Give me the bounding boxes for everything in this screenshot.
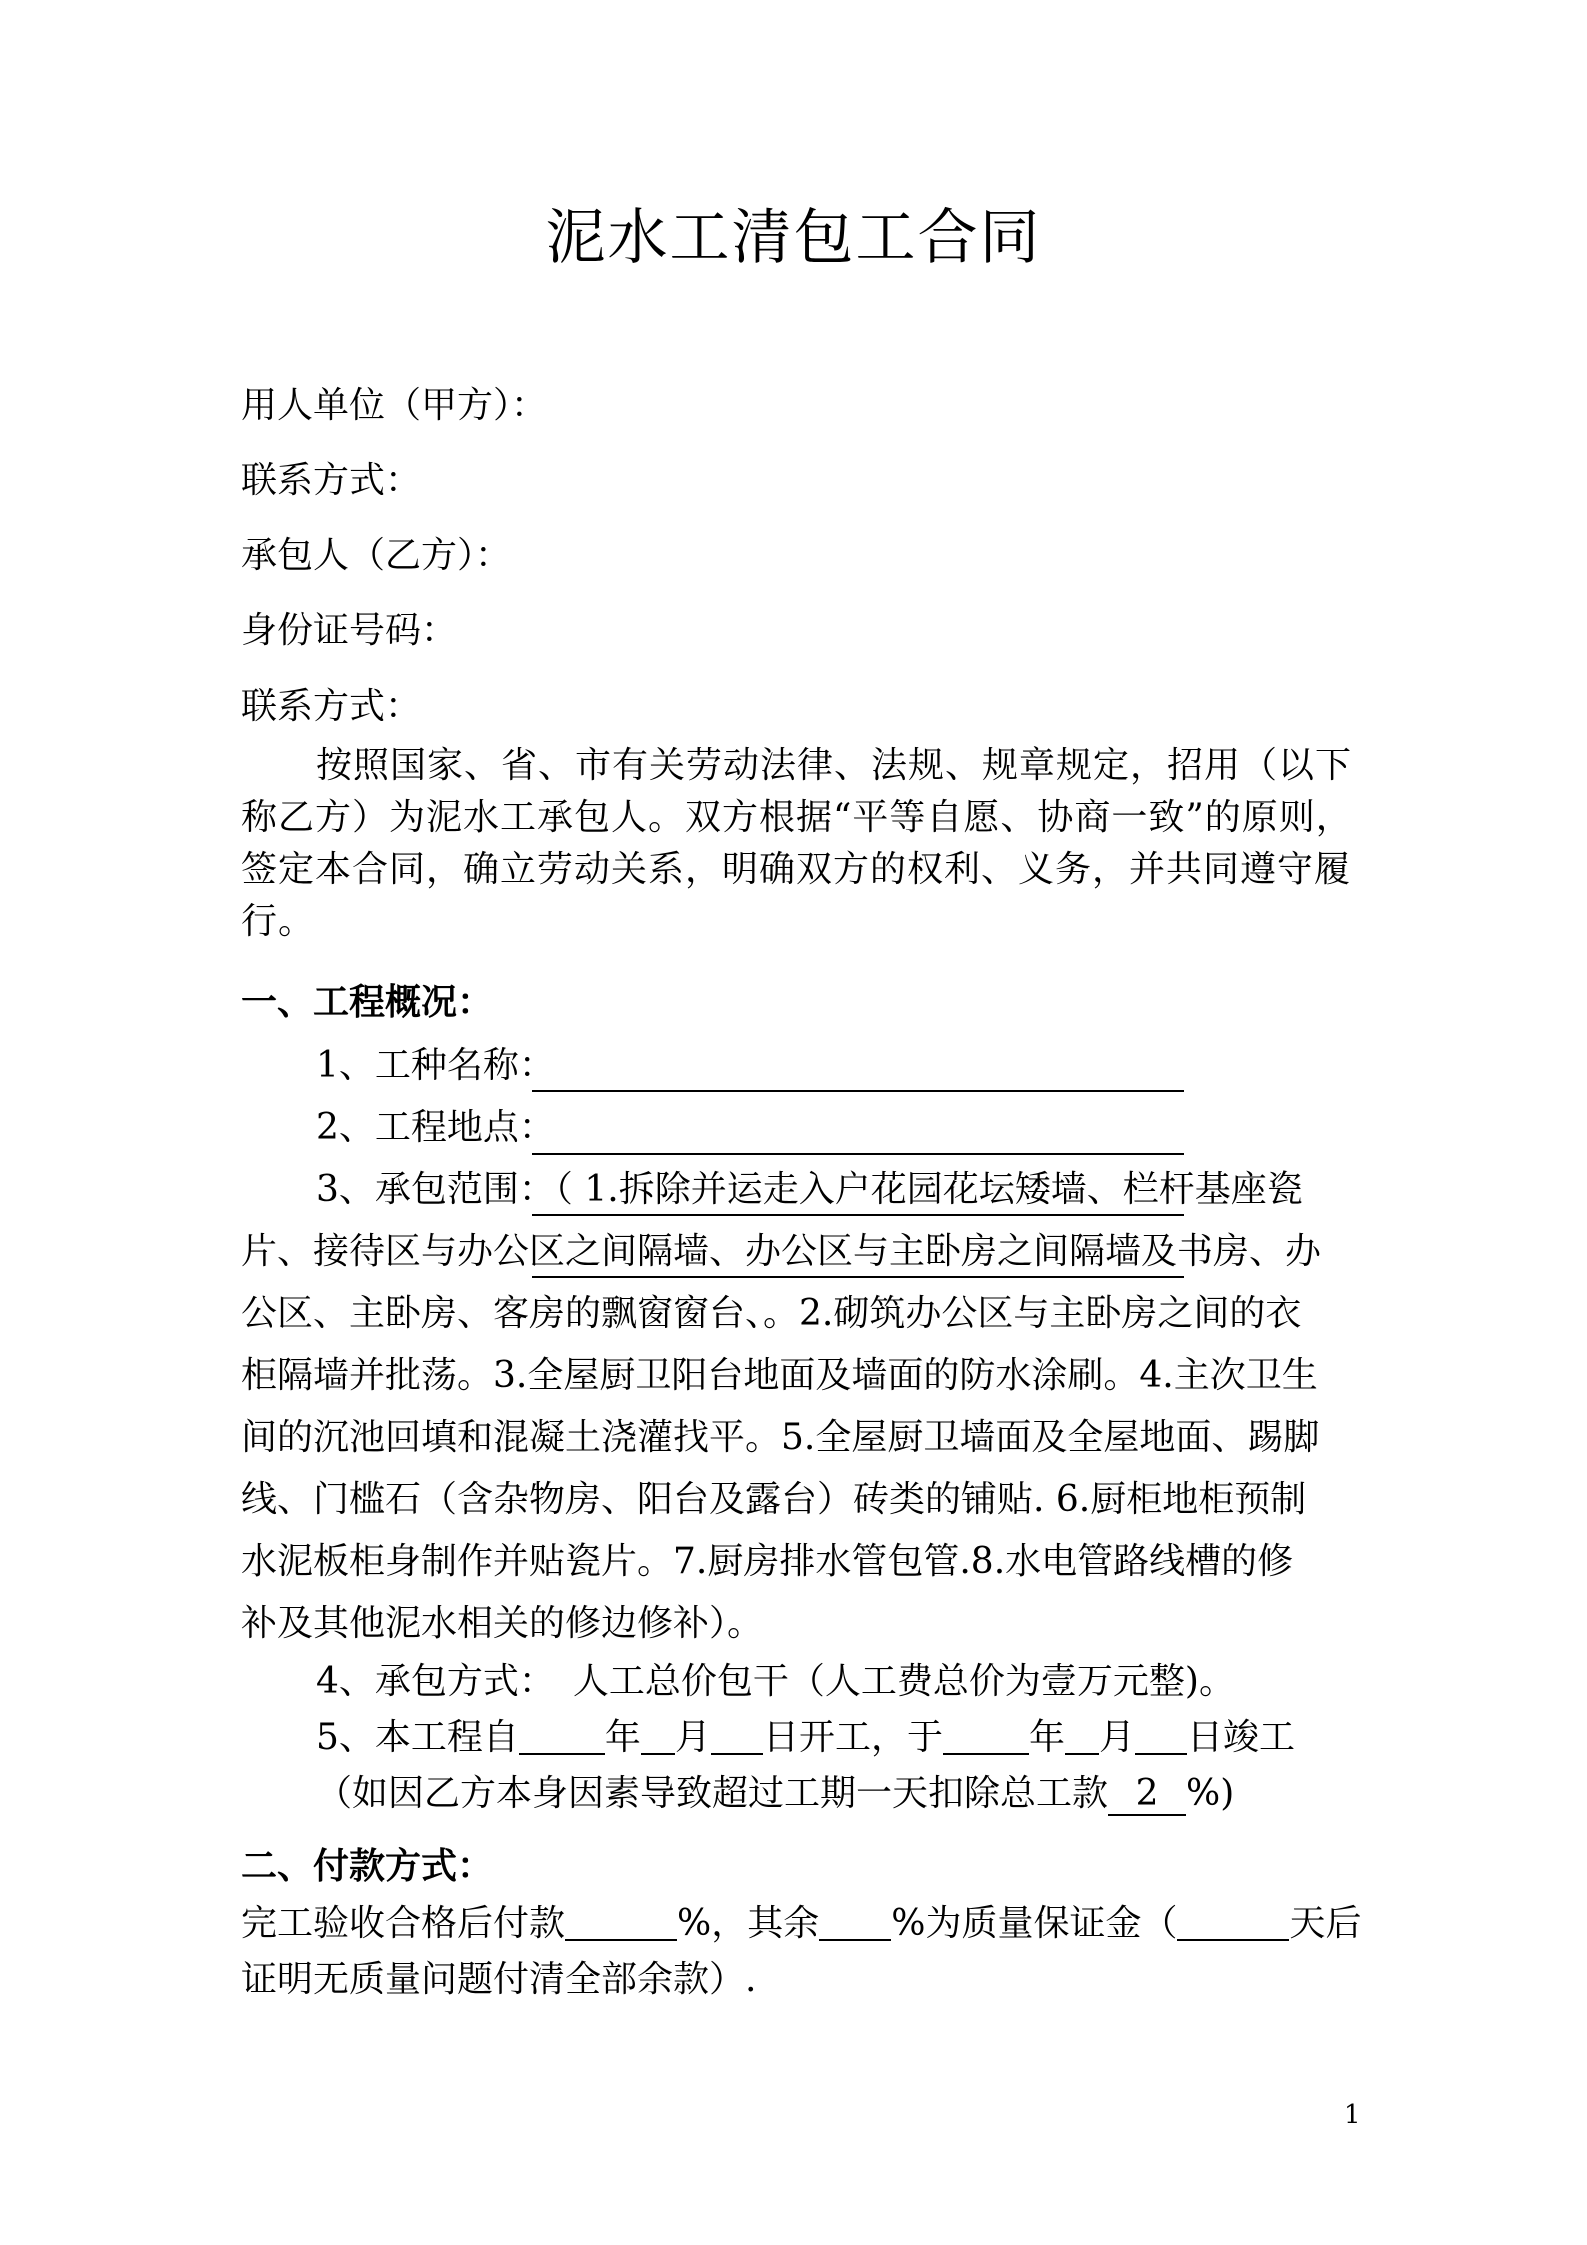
end-year-label: 年: [1028, 1717, 1065, 1758]
contract-scope-label: 3、承包范围：: [316, 1169, 555, 1210]
start-day-label: 日开工，于: [762, 1717, 943, 1758]
party-a-field: 用人单位（甲方）：: [241, 385, 548, 426]
intro-paragraph: 按照国家、省、市有关劳动法律、法规、规章规定，招用（以下称乙方）为泥水工承包人。双方根据“平等自愿、协商一致”的原则，签定本合同，确立劳动关系，明确双方的权利、义务，并共同遵守履行。: [241, 745, 1353, 942]
penalty-text: （如因乙方本身因素导致超过工期一天扣除总工款: [316, 1773, 1109, 1814]
end-year-blank: [943, 1715, 1029, 1755]
retention-label: %为质量保证金（: [891, 1903, 1178, 1944]
retention-days-blank: [1177, 1901, 1289, 1941]
payment-line2: 证明无质量问题付清全部余款）.: [241, 1959, 757, 2000]
penalty-percent-label: %): [1186, 1773, 1235, 1814]
payment-after-acceptance-label: 完工验收合格后付款: [241, 1903, 566, 1944]
schedule-line: [316, 1712, 1356, 1764]
start-year-blank: [519, 1715, 605, 1755]
payment-line1: [241, 1898, 1362, 1950]
work-location-underline: [532, 1153, 1184, 1155]
work-type-field: 1、工种名称：: [316, 1045, 555, 1086]
contract-scope-line8: 补及其他泥水相关的修边修补）。: [241, 1603, 764, 1644]
work-location-field: 2、工程地点：: [316, 1107, 555, 1148]
penalty-percent-value: 2: [1108, 1774, 1186, 1816]
contract-scope-line5: 间的沉池回填和混凝土浇灌找平。5.全屋厨卫墙面及全屋地面、踢脚: [241, 1417, 1320, 1458]
start-month-label: 月: [674, 1717, 711, 1758]
end-day-label: 日竣工: [1186, 1717, 1295, 1758]
contract-method-line: 4、承包方式： 人工总价包干（人工费总价为壹万元整)。: [316, 1661, 1235, 1702]
party-b-field: 承包人（乙方）：: [241, 535, 512, 576]
party-a-contact-field: 联系方式：: [241, 460, 422, 501]
contract-scope-line7: 水泥板柜身制作并贴瓷片。7.厨房排水管包管.8.水电管路线槽的修: [241, 1541, 1294, 1582]
document-title: 泥水工清包工合同: [545, 203, 1042, 273]
page-number: 1: [1344, 2100, 1361, 2130]
schedule-from-label: 5、本工程自: [316, 1717, 519, 1758]
end-month-blank: [1065, 1715, 1099, 1755]
contract-scope-underline-2: [532, 1276, 1184, 1278]
section2-heading: 二、付款方式：: [241, 1845, 494, 1887]
work-type-underline: [532, 1090, 1184, 1092]
end-month-label: 月: [1098, 1717, 1135, 1758]
contract-scope-line4: 柜隔墙并批荡。3.全屋厨卫阳台地面及墙面的防水涂刷。4.主次卫生: [241, 1355, 1318, 1396]
start-year-label: 年: [604, 1717, 641, 1758]
end-day-blank: [1135, 1715, 1187, 1755]
party-b-contact-field: 联系方式：: [241, 686, 422, 727]
contract-scope-line2: 片、接待区与办公区之间隔墙、办公区与主卧房之间隔墙及书房、办: [241, 1231, 1322, 1272]
contract-scope-line6: 线、门槛石（含杂物房、阳台及露台）砖类的铺贴. 6.厨柜地柜预制: [241, 1479, 1307, 1520]
penalty-line: [316, 1768, 1356, 1820]
id-number-field: 身份证号码：: [241, 610, 458, 651]
section1-heading: 一、工程概况：: [241, 981, 494, 1023]
retention-percent-blank: [819, 1901, 891, 1941]
contract-scope-text: （ 1.拆除并运走入户花园花坛矮墙、栏杆基座瓷: [554, 1169, 1303, 1210]
contract-scope-line1: [316, 1164, 1356, 1216]
start-day-blank: [711, 1715, 763, 1755]
retention-days-label: 天后: [1289, 1903, 1362, 1944]
payment-remaining-label: %，其余: [677, 1903, 820, 1944]
payment-percent-blank: [565, 1901, 677, 1941]
start-month-blank: [641, 1715, 675, 1755]
contract-scope-line3: 公区、主卧房、客房的飘窗窗台、。2.砌筑办公区与主卧房之间的衣: [241, 1293, 1302, 1334]
contract-scope-underline-1: [532, 1214, 1184, 1216]
